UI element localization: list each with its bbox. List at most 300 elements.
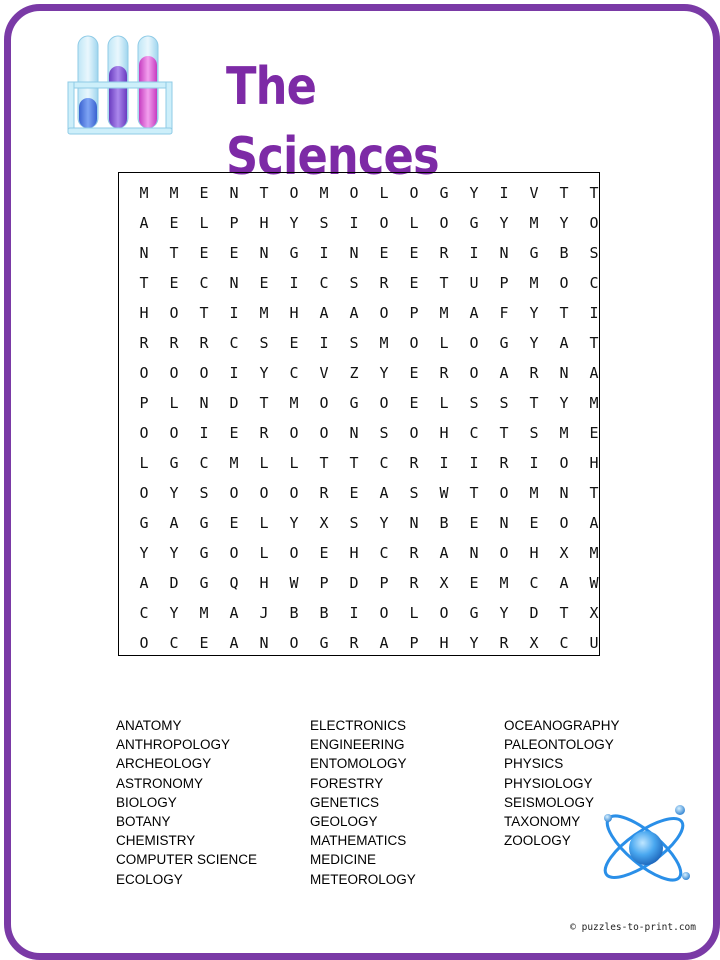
grid-letter[interactable]: O xyxy=(379,394,389,412)
grid-letter[interactable]: B xyxy=(439,514,449,532)
grid-letter[interactable]: S xyxy=(529,424,539,442)
grid-letter[interactable]: B xyxy=(559,244,569,262)
grid-letter[interactable]: W xyxy=(589,574,599,592)
grid-letter[interactable]: C xyxy=(319,274,329,292)
word-search-grid xyxy=(118,172,600,656)
grid-letter[interactable]: Z xyxy=(349,364,359,382)
grid-letter[interactable]: I xyxy=(469,244,479,262)
grid-letter[interactable]: A xyxy=(559,574,569,592)
grid-letter[interactable]: N xyxy=(469,544,479,562)
grid-letter[interactable]: N xyxy=(259,244,269,262)
grid-letter[interactable]: L xyxy=(439,394,449,412)
grid-letter[interactable]: O xyxy=(349,184,359,202)
grid-letter[interactable]: O xyxy=(139,634,149,652)
grid-letter[interactable]: T xyxy=(259,394,269,412)
grid-letter[interactable]: H xyxy=(439,634,449,652)
grid-letter[interactable]: E xyxy=(409,274,419,292)
grid-letter[interactable]: R xyxy=(409,544,419,562)
grid-row xyxy=(129,388,609,418)
grid-letter[interactable]: I xyxy=(319,334,329,352)
grid-row xyxy=(129,238,609,268)
grid-letter[interactable]: E xyxy=(229,514,239,532)
grid-letter[interactable]: C xyxy=(379,454,389,472)
grid-letter[interactable]: O xyxy=(409,334,419,352)
letter-grid xyxy=(129,178,609,658)
grid-letter[interactable]: E xyxy=(589,424,599,442)
grid-letter[interactable]: N xyxy=(499,514,509,532)
word-list-item: GENETICS xyxy=(310,794,380,810)
grid-letter[interactable]: E xyxy=(199,244,209,262)
word-list-item: MATHEMATICS xyxy=(310,833,407,849)
grid-letter[interactable]: O xyxy=(439,214,449,232)
grid-letter[interactable]: Y xyxy=(559,394,569,412)
grid-letter[interactable]: Y xyxy=(289,214,299,232)
grid-letter[interactable]: A xyxy=(469,304,479,322)
grid-letter[interactable]: Y xyxy=(139,544,149,562)
grid-letter[interactable]: R xyxy=(529,364,539,382)
grid-letter[interactable]: D xyxy=(529,604,539,622)
grid-letter[interactable]: G xyxy=(499,334,509,352)
grid-letter[interactable]: M xyxy=(589,544,599,562)
grid-letter[interactable]: X xyxy=(589,604,599,622)
grid-letter[interactable]: O xyxy=(409,424,419,442)
grid-letter[interactable]: G xyxy=(199,514,209,532)
grid-letter[interactable]: H xyxy=(259,214,269,232)
grid-letter[interactable]: R xyxy=(199,334,209,352)
grid-letter[interactable]: H xyxy=(349,544,359,562)
grid-letter[interactable]: Y xyxy=(169,544,179,562)
grid-letter[interactable]: T xyxy=(559,604,569,622)
grid-letter[interactable]: O xyxy=(169,364,179,382)
grid-letter[interactable]: W xyxy=(289,574,299,592)
grid-letter[interactable]: T xyxy=(169,244,179,262)
grid-letter[interactable]: A xyxy=(349,304,359,322)
grid-row xyxy=(129,268,609,298)
grid-letter[interactable]: N xyxy=(199,394,209,412)
grid-letter[interactable]: R xyxy=(409,454,419,472)
word-list-item: GEOLOGY xyxy=(310,813,378,829)
grid-letter[interactable]: R xyxy=(499,634,509,652)
grid-letter[interactable]: C xyxy=(529,574,539,592)
grid-letter[interactable]: S xyxy=(409,484,419,502)
grid-letter[interactable]: H xyxy=(259,574,269,592)
grid-letter[interactable]: M xyxy=(139,184,149,202)
grid-letter[interactable]: I xyxy=(499,184,509,202)
grid-letter[interactable]: S xyxy=(589,244,599,262)
grid-letter[interactable]: O xyxy=(499,544,509,562)
grid-letter[interactable]: S xyxy=(259,334,269,352)
grid-letter[interactable]: H xyxy=(439,424,449,442)
grid-letter[interactable]: E xyxy=(409,364,419,382)
word-list-item: ANATOMY xyxy=(116,718,182,733)
grid-letter[interactable]: R xyxy=(139,334,149,352)
grid-letter[interactable]: I xyxy=(469,454,479,472)
grid-letter[interactable]: L xyxy=(439,334,449,352)
grid-letter[interactable]: N xyxy=(229,184,239,202)
grid-row xyxy=(129,538,609,568)
grid-letter[interactable]: E xyxy=(199,634,209,652)
word-list-item: ENTOMOLOGY xyxy=(310,756,407,772)
grid-letter[interactable]: N xyxy=(409,514,419,532)
grid-letter[interactable]: R xyxy=(409,574,419,592)
grid-letter[interactable]: O xyxy=(289,424,299,442)
grid-letter[interactable]: T xyxy=(439,274,449,292)
grid-letter[interactable]: L xyxy=(139,454,149,472)
grid-letter[interactable]: M xyxy=(289,394,299,412)
grid-letter[interactable]: O xyxy=(289,184,299,202)
grid-letter[interactable]: X xyxy=(529,634,539,652)
grid-letter[interactable]: I xyxy=(229,364,239,382)
grid-letter[interactable]: C xyxy=(469,424,479,442)
grid-letter[interactable]: I xyxy=(529,454,539,472)
grid-letter[interactable]: D xyxy=(229,394,239,412)
grid-letter[interactable]: A xyxy=(589,364,599,382)
grid-letter[interactable]: M xyxy=(499,574,509,592)
grid-letter[interactable]: A xyxy=(319,304,329,322)
grid-letter[interactable]: O xyxy=(259,484,269,502)
grid-letter[interactable]: A xyxy=(559,334,569,352)
grid-letter[interactable]: A xyxy=(139,574,149,592)
word-list-item: PHYSICS xyxy=(504,756,564,772)
grid-letter[interactable]: T xyxy=(199,304,209,322)
grid-letter[interactable]: S xyxy=(199,484,209,502)
grid-letter[interactable]: C xyxy=(559,634,569,652)
grid-letter[interactable]: C xyxy=(199,274,209,292)
grid-letter[interactable]: Y xyxy=(169,484,179,502)
grid-letter[interactable]: T xyxy=(349,454,359,472)
grid-letter[interactable]: C xyxy=(589,274,599,292)
grid-row xyxy=(129,208,609,238)
grid-letter[interactable]: I xyxy=(319,244,329,262)
grid-letter[interactable]: I xyxy=(349,604,359,622)
grid-letter[interactable]: S xyxy=(319,214,329,232)
grid-letter[interactable]: T xyxy=(559,304,569,322)
grid-letter[interactable]: X xyxy=(439,574,449,592)
grid-letter[interactable]: T xyxy=(559,184,569,202)
grid-letter[interactable]: P xyxy=(499,274,509,292)
word-list-item: ECOLOGY xyxy=(116,871,183,887)
grid-letter[interactable]: B xyxy=(319,604,329,622)
grid-letter[interactable]: E xyxy=(229,244,239,262)
grid-letter[interactable]: F xyxy=(499,304,509,322)
grid-row xyxy=(129,358,609,388)
word-list-item: ENGINEERING xyxy=(310,737,405,753)
grid-letter[interactable]: Y xyxy=(289,514,299,532)
grid-letter[interactable]: E xyxy=(349,484,359,502)
grid-letter[interactable]: C xyxy=(289,364,299,382)
grid-letter[interactable]: S xyxy=(469,394,479,412)
grid-letter[interactable]: M xyxy=(319,184,329,202)
grid-letter[interactable]: O xyxy=(469,364,479,382)
grid-letter[interactable]: A xyxy=(439,544,449,562)
grid-letter[interactable]: T xyxy=(499,424,509,442)
grid-letter[interactable]: L xyxy=(259,454,269,472)
grid-letter[interactable]: Y xyxy=(469,634,479,652)
grid-letter[interactable]: E xyxy=(229,424,239,442)
grid-letter[interactable]: E xyxy=(529,514,539,532)
grid-letter[interactable]: H xyxy=(589,454,599,472)
grid-letter[interactable]: A xyxy=(379,634,389,652)
grid-letter[interactable]: O xyxy=(139,364,149,382)
grid-letter[interactable]: O xyxy=(559,514,569,532)
grid-letter[interactable]: E xyxy=(469,574,479,592)
grid-letter[interactable]: G xyxy=(469,604,479,622)
grid-letter[interactable]: L xyxy=(379,184,389,202)
grid-letter[interactable]: O xyxy=(559,274,569,292)
grid-letter[interactable]: S xyxy=(349,334,359,352)
grid-letter[interactable]: T xyxy=(469,484,479,502)
grid-letter[interactable]: V xyxy=(319,364,329,382)
grid-letter[interactable]: T xyxy=(319,454,329,472)
grid-letter[interactable]: I xyxy=(349,214,359,232)
grid-letter[interactable]: G xyxy=(439,184,449,202)
grid-letter[interactable]: R xyxy=(439,244,449,262)
grid-letter[interactable]: S xyxy=(349,274,359,292)
grid-letter[interactable]: H xyxy=(139,304,149,322)
grid-letter[interactable]: O xyxy=(589,214,599,232)
grid-letter[interactable]: I xyxy=(439,454,449,472)
grid-row xyxy=(129,508,609,538)
grid-letter[interactable]: L xyxy=(199,214,209,232)
grid-letter[interactable]: E xyxy=(409,394,419,412)
grid-letter[interactable]: P xyxy=(229,214,239,232)
grid-letter[interactable]: P xyxy=(409,304,419,322)
grid-letter[interactable]: V xyxy=(529,184,539,202)
grid-letter[interactable]: B xyxy=(289,604,299,622)
grid-letter[interactable]: X xyxy=(319,514,329,532)
grid-letter[interactable]: O xyxy=(199,364,209,382)
grid-letter[interactable]: O xyxy=(379,604,389,622)
grid-letter[interactable]: N xyxy=(349,424,359,442)
grid-letter[interactable]: O xyxy=(439,604,449,622)
atom-icon xyxy=(594,796,694,896)
word-column xyxy=(310,716,416,889)
word-list-item: BOTANY xyxy=(116,813,171,829)
word-list-item: ELECTRONICS xyxy=(310,718,407,733)
grid-letter[interactable]: H xyxy=(289,304,299,322)
grid-row xyxy=(129,418,609,448)
grid-letter[interactable]: E xyxy=(319,544,329,562)
word-list-item: OCEANOGRAPHY xyxy=(504,718,620,733)
grid-letter[interactable]: T xyxy=(589,334,599,352)
grid-letter[interactable]: A xyxy=(589,514,599,532)
grid-letter[interactable]: A xyxy=(379,484,389,502)
grid-letter[interactable]: G xyxy=(529,244,539,262)
grid-row xyxy=(129,328,609,358)
grid-letter[interactable]: O xyxy=(289,544,299,562)
grid-letter[interactable]: M xyxy=(169,184,179,202)
grid-letter[interactable]: S xyxy=(379,424,389,442)
grid-letter[interactable]: G xyxy=(199,544,209,562)
grid-letter[interactable]: O xyxy=(469,334,479,352)
grid-letter[interactable]: R xyxy=(259,424,269,442)
grid-letter[interactable]: P xyxy=(379,574,389,592)
grid-letter[interactable]: E xyxy=(169,274,179,292)
word-list-item: COMPUTER SCIENCE xyxy=(116,852,258,868)
grid-letter[interactable]: O xyxy=(499,484,509,502)
grid-letter[interactable]: O xyxy=(229,484,239,502)
grid-letter[interactable]: M xyxy=(589,394,599,412)
word-column xyxy=(116,716,257,889)
grid-letter[interactable]: A xyxy=(139,214,149,232)
word-list-item: BIOLOGY xyxy=(116,794,177,810)
grid-letter[interactable]: O xyxy=(169,304,179,322)
grid-letter[interactable]: Q xyxy=(229,574,239,592)
page-title: The Sciences xyxy=(226,57,439,187)
grid-letter[interactable]: C xyxy=(199,454,209,472)
grid-letter[interactable]: E xyxy=(469,514,479,532)
grid-letter[interactable]: I xyxy=(289,274,299,292)
grid-letter[interactable]: S xyxy=(499,394,509,412)
grid-letter[interactable]: Y xyxy=(469,184,479,202)
grid-letter[interactable]: A xyxy=(229,604,239,622)
word-list-item: PALEONTOLOGY xyxy=(504,737,614,753)
grid-letter[interactable]: M xyxy=(199,604,209,622)
grid-letter[interactable]: P xyxy=(139,394,149,412)
grid-letter[interactable]: M xyxy=(229,454,239,472)
grid-letter[interactable]: C xyxy=(169,634,179,652)
grid-letter[interactable]: M xyxy=(259,304,269,322)
grid-letter[interactable]: G xyxy=(169,454,179,472)
grid-letter[interactable]: E xyxy=(199,184,209,202)
grid-letter[interactable]: N xyxy=(559,364,569,382)
grid-letter[interactable]: O xyxy=(169,424,179,442)
grid-letter[interactable]: Y xyxy=(499,604,509,622)
grid-letter[interactable]: T xyxy=(529,394,539,412)
grid-letter[interactable]: T xyxy=(589,484,599,502)
grid-letter[interactable]: A xyxy=(169,514,179,532)
grid-letter[interactable]: O xyxy=(319,424,329,442)
grid-letter[interactable]: O xyxy=(379,304,389,322)
grid-letter[interactable]: N xyxy=(139,244,149,262)
word-list-item: METEOROLOGY xyxy=(310,871,416,887)
grid-row xyxy=(129,628,609,658)
grid-row xyxy=(129,568,609,598)
grid-letter[interactable]: G xyxy=(469,214,479,232)
grid-letter[interactable]: W xyxy=(439,484,449,502)
grid-letter[interactable]: L xyxy=(289,454,299,472)
grid-letter[interactable]: R xyxy=(319,484,329,502)
grid-letter[interactable]: E xyxy=(409,244,419,262)
word-list-item: ZOOLOGY xyxy=(504,833,571,849)
grid-letter[interactable]: Y xyxy=(529,334,539,352)
grid-letter[interactable]: G xyxy=(199,574,209,592)
grid-letter[interactable]: R xyxy=(439,364,449,382)
grid-letter[interactable]: U xyxy=(469,274,479,292)
grid-letter[interactable]: P xyxy=(319,574,329,592)
grid-letter[interactable]: H xyxy=(529,544,539,562)
grid-letter[interactable]: N xyxy=(349,244,359,262)
grid-letter[interactable]: L xyxy=(409,214,419,232)
grid-letter[interactable]: M xyxy=(439,304,449,322)
grid-letter[interactable]: Y xyxy=(379,514,389,532)
grid-letter[interactable]: E xyxy=(289,334,299,352)
grid-letter[interactable]: Y xyxy=(259,364,269,382)
grid-letter[interactable]: O xyxy=(289,634,299,652)
grid-letter[interactable]: G xyxy=(319,634,329,652)
grid-letter[interactable]: O xyxy=(289,484,299,502)
test-tubes-icon xyxy=(66,34,174,138)
grid-letter[interactable]: O xyxy=(229,544,239,562)
grid-letter[interactable]: G xyxy=(139,514,149,532)
grid-letter[interactable]: N xyxy=(559,484,569,502)
grid-letter[interactable]: X xyxy=(559,544,569,562)
grid-row xyxy=(129,178,609,208)
grid-letter[interactable]: L xyxy=(169,394,179,412)
grid-letter[interactable]: M xyxy=(529,484,539,502)
grid-letter[interactable]: T xyxy=(139,274,149,292)
grid-letter[interactable]: O xyxy=(559,454,569,472)
grid-letter[interactable]: E xyxy=(259,274,269,292)
word-list-item: CHEMISTRY xyxy=(116,833,196,849)
grid-letter[interactable]: Y xyxy=(169,604,179,622)
grid-letter[interactable]: R xyxy=(499,454,509,472)
grid-letter[interactable]: G xyxy=(289,244,299,262)
grid-letter[interactable]: Y xyxy=(379,364,389,382)
grid-letter[interactable]: N xyxy=(229,274,239,292)
grid-letter[interactable]: M xyxy=(529,274,539,292)
grid-letter[interactable]: L xyxy=(409,604,419,622)
grid-letter[interactable]: Y xyxy=(559,214,569,232)
word-list-item: MEDICINE xyxy=(310,852,377,868)
grid-letter[interactable]: G xyxy=(349,394,359,412)
grid-letter[interactable]: C xyxy=(379,544,389,562)
grid-letter[interactable]: D xyxy=(349,574,359,592)
grid-letter[interactable]: M xyxy=(379,334,389,352)
grid-letter[interactable]: O xyxy=(319,394,329,412)
grid-letter[interactable]: R xyxy=(349,634,359,652)
word-list-item: TAXONOMY xyxy=(504,813,581,829)
grid-letter[interactable]: Y xyxy=(499,214,509,232)
grid-letter[interactable]: T xyxy=(589,184,599,202)
grid-letter[interactable]: I xyxy=(589,304,599,322)
grid-letter[interactable]: Y xyxy=(529,304,539,322)
grid-letter[interactable]: L xyxy=(259,544,269,562)
grid-row xyxy=(129,598,609,628)
grid-letter[interactable]: U xyxy=(589,634,599,652)
grid-letter[interactable]: A xyxy=(229,634,239,652)
grid-letter[interactable]: N xyxy=(259,634,269,652)
grid-letter[interactable]: O xyxy=(409,184,419,202)
grid-letter[interactable]: O xyxy=(139,424,149,442)
grid-letter[interactable]: L xyxy=(259,514,269,532)
word-list-item: ANTHROPOLOGY xyxy=(116,737,231,753)
grid-letter[interactable]: S xyxy=(349,514,359,532)
grid-letter[interactable]: R xyxy=(379,274,389,292)
grid-letter[interactable]: E xyxy=(169,214,179,232)
word-list-item: ASTRONOMY xyxy=(116,775,204,791)
grid-letter[interactable]: I xyxy=(199,424,209,442)
grid-letter[interactable]: O xyxy=(379,214,389,232)
grid-letter[interactable]: M xyxy=(529,214,539,232)
grid-letter[interactable]: N xyxy=(499,244,509,262)
grid-letter[interactable]: J xyxy=(259,604,269,622)
grid-letter[interactable]: R xyxy=(169,334,179,352)
grid-letter[interactable]: D xyxy=(169,574,179,592)
grid-letter[interactable]: I xyxy=(229,304,239,322)
grid-letter[interactable]: A xyxy=(499,364,509,382)
grid-letter[interactable]: M xyxy=(559,424,569,442)
grid-row xyxy=(129,478,609,508)
word-list-item: PHYSIOLOGY xyxy=(504,775,593,791)
grid-letter[interactable]: T xyxy=(259,184,269,202)
grid-letter[interactable]: O xyxy=(139,484,149,502)
grid-letter[interactable]: C xyxy=(229,334,239,352)
grid-letter[interactable]: C xyxy=(139,604,149,622)
grid-row xyxy=(129,448,609,478)
grid-letter[interactable]: E xyxy=(379,244,389,262)
grid-letter[interactable]: P xyxy=(409,634,419,652)
